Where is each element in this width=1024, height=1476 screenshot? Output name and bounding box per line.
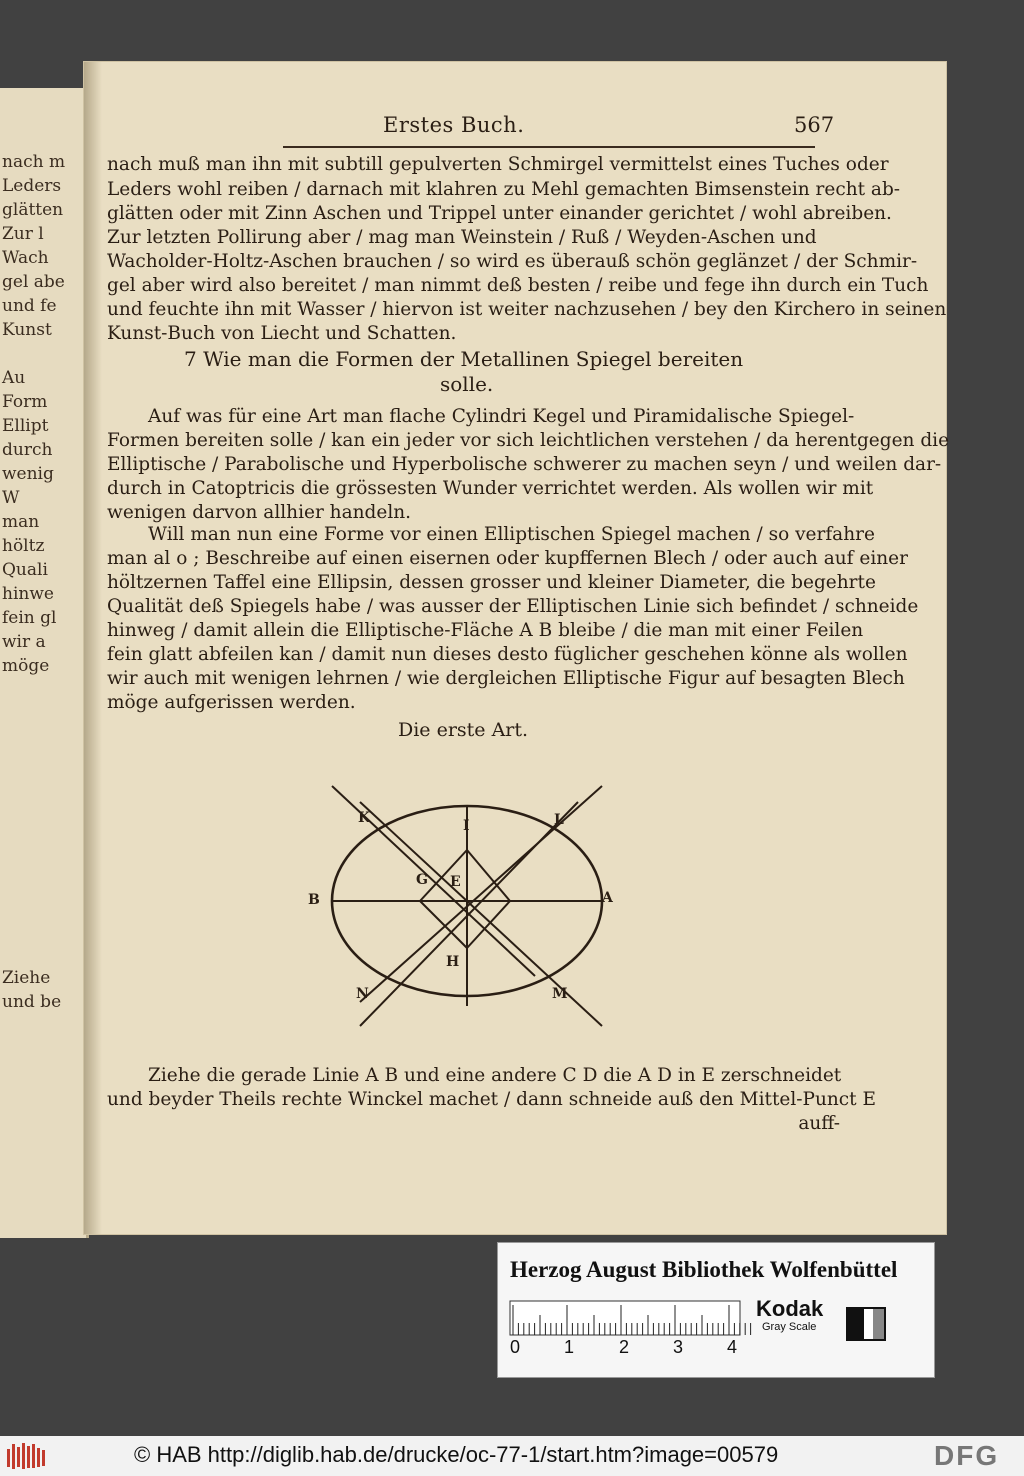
kodak-logo: Kodak <box>756 1296 824 1321</box>
label-k: K <box>358 810 371 826</box>
label-a: A <box>602 890 613 906</box>
label-e: E <box>450 874 461 890</box>
text-line: wenigen darvon allhier handeln. <box>107 502 412 523</box>
left-page-fragment <box>0 88 89 1238</box>
label-m: M <box>552 986 568 1002</box>
text-line: nach muß man ihn mit subtill gepulverten Schmirgel vermittelst eines Tuches oder <box>107 154 889 175</box>
text-line: Wacholder-Holtz-Aschen brauchen / so wird es überauß schön geglänzet / der Schmir- <box>107 251 918 272</box>
left-page-text-fragment: gel abe <box>2 272 65 292</box>
text-line: Leders wohl reiben / darnach mit klahren zu Mehl gemachten Bimsenstein recht ab- <box>107 179 901 200</box>
footer-source-link[interactable]: © HAB http://diglib.hab.de/drucke/oc-77-1/start.htm?image=00579 <box>134 1442 779 1467</box>
left-page-text-fragment: wenig <box>2 464 54 484</box>
left-page-text-fragment: Ziehe <box>2 968 51 988</box>
label-l: L <box>554 812 564 828</box>
text-line: und feuchte ihn mit Wasser / hiervon ist weiter nachzusehen / bey den Kirchero in seinen <box>107 299 947 320</box>
ruler-number: 1 <box>564 1337 575 1357</box>
text-line: höltzernen Taffel eine Ellipsin, dessen grosser und kleiner Diameter, die begehrte <box>107 572 876 593</box>
text-line: Zur letzten Pollirung aber / mag man Weinstein / Ruß / Weyden-Aschen und <box>107 227 817 248</box>
ruler-scale <box>510 1301 740 1335</box>
text-line: Auf was für eine Art man flache Cylindri Kegel und Piramidalische Spiegel- <box>148 406 855 427</box>
left-page-text-fragment: W <box>2 488 20 508</box>
ellipse-construction-diagram <box>300 780 630 1030</box>
text-line: Elliptische / Parabolische und Hyperbolische schwerer zu machen seyn / und weilen dar- <box>107 454 942 475</box>
gray-scale-label: Gray Scale <box>762 1321 817 1333</box>
left-page-text-fragment: und be <box>2 992 62 1012</box>
left-page-text-fragment: möge <box>2 656 50 676</box>
left-page-text-fragment: Zur l <box>2 224 44 244</box>
diagonal-line-lm <box>360 802 578 1026</box>
section-heading-continued: solle. <box>440 372 494 396</box>
left-page-text-fragment: Ellipt <box>2 416 49 436</box>
text-line: wir auch mit wenigen lehrnen / wie dergleichen Elliptische Figur auf besagten Blech <box>107 668 905 689</box>
label-g: G <box>416 872 428 888</box>
left-page-text-fragment: wir a <box>2 632 46 652</box>
left-page-text-fragment: fein gl <box>2 608 57 628</box>
text-line: Formen bereiten solle / kan ein jeder vor sich leichtlichen verstehen / da herentgegen die <box>107 430 950 451</box>
left-page-text-fragment: Form <box>2 392 48 412</box>
text-line: gel aber wird also bereitet / man nimmt deß besten / reibe und fege ihn durch ein Tuch <box>107 275 929 296</box>
text-line: Will man nun eine Forme vor einen Elliptischen Spiegel machen / so verfahre <box>148 524 875 545</box>
left-page-text-fragment: Au <box>2 368 26 388</box>
left-page-text-fragment: höltz <box>2 536 45 556</box>
left-page-text-fragment: glätten <box>2 200 64 220</box>
text-line: hinweg / damit allein die Elliptische-Fläche A B bleibe / die man mit einer Feilen <box>107 620 864 641</box>
text-line: möge aufgerissen werden. <box>107 692 356 713</box>
diagonal-line-ln <box>360 786 602 1002</box>
label-b: B <box>308 892 320 908</box>
header-rule <box>283 146 815 148</box>
dfg-logo: DFG <box>934 1440 1000 1471</box>
left-page-text-fragment: Leders <box>2 176 62 196</box>
text-line: fein glatt abfeilen kan / damit nun dieses desto füglicher geschehen könne als wollen <box>107 644 908 665</box>
text-line: und beyder Theils rechte Winckel machet / dann schneide auß den Mittel-Punct E <box>107 1089 876 1110</box>
text-line: man al o ; Beschreibe auf einen eisernen oder kupffernen Blech / oder auch auf einer <box>107 548 908 569</box>
text-line: glätten oder mit Zinn Aschen und Trippel unter einander gerichtet / wohl abreiben. <box>107 203 892 224</box>
library-color-card <box>497 1242 935 1378</box>
text-line: Qualität deß Spiegels habe / was ausser der Elliptischen Linie sich befindet / schneide <box>107 596 919 617</box>
label-i: I <box>463 818 470 834</box>
left-page-text-fragment: hinwe <box>2 584 54 604</box>
left-page-text-fragment: nach m <box>2 152 66 172</box>
text-line: Ziehe die gerade Linie A B und eine andere C D die A D in E zerschneidet <box>148 1065 842 1086</box>
left-page-text-fragment: Quali <box>2 560 48 580</box>
ruler-number: 3 <box>673 1337 684 1357</box>
section-heading: 7 Wie man die Formen der Metallinen Spiegel bereiten <box>184 347 744 371</box>
label-h: H <box>446 954 460 970</box>
hab-logo-icon <box>6 1441 48 1471</box>
left-page-text-fragment: und fe <box>2 296 57 316</box>
label-n: N <box>356 986 369 1002</box>
running-head: Erstes Buch. <box>383 113 525 137</box>
page-gutter-shadow <box>84 62 102 1234</box>
ruler-number: 4 <box>727 1337 738 1357</box>
text-line: Kunst-Buch von Liecht und Schatten. <box>107 323 457 344</box>
left-page-text-fragment: man <box>2 512 40 532</box>
catchword: auff- <box>798 1113 840 1134</box>
left-page-text-fragment: Wach <box>2 248 49 268</box>
page-number: 567 <box>794 113 835 137</box>
ruler-number: 0 <box>510 1337 521 1357</box>
library-name: Herzog August Bibliothek Wolfenbüttel <box>510 1257 898 1282</box>
figure-caption: Die erste Art. <box>398 719 529 741</box>
gray-patch <box>846 1307 886 1341</box>
text-line: durch in Catoptricis die grössesten Wunder verrichtet werden. Als wollen wir mit <box>107 478 874 499</box>
left-page-text-fragment: durch <box>2 440 53 460</box>
left-page-text-fragment: Kunst <box>2 320 52 340</box>
ruler-number: 2 <box>619 1337 630 1357</box>
